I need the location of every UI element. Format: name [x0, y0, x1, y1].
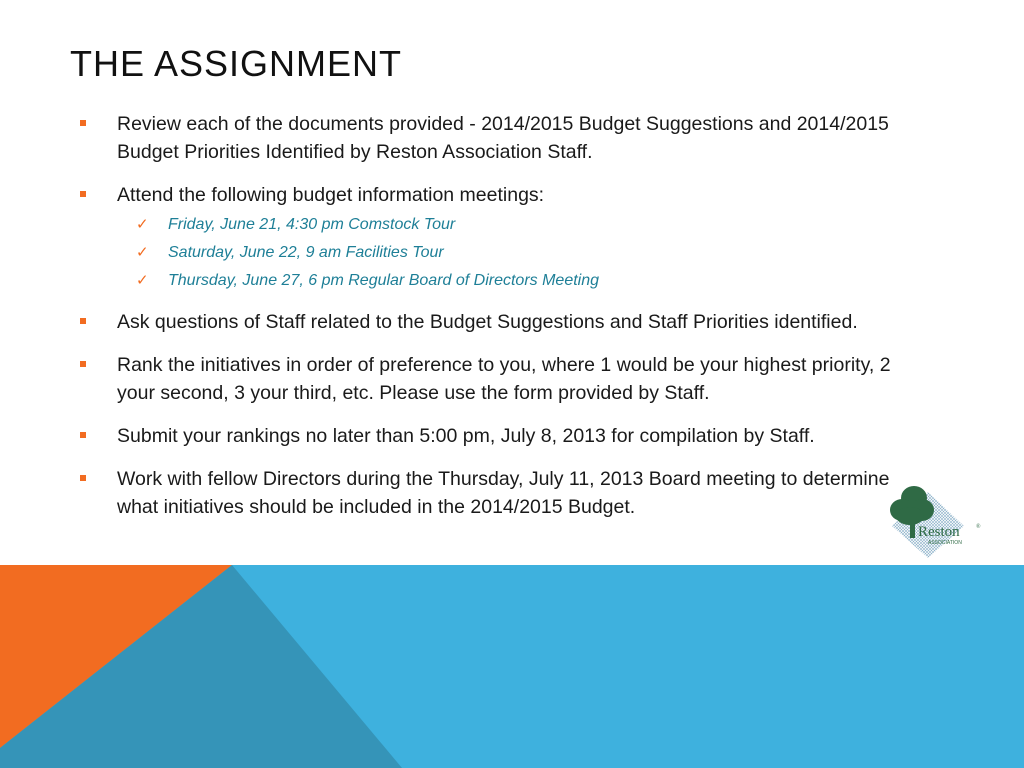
- square-bullet-icon: [80, 318, 86, 324]
- checkmark-icon: ✓: [136, 244, 149, 261]
- meeting-text: Saturday, June 22, 9 am Facilities Tour: [168, 244, 444, 261]
- bullet-item: [80, 308, 910, 336]
- reston-association-logo: [888, 480, 984, 558]
- decorative-footer-band: [0, 565, 1024, 768]
- checkmark-icon: ✓: [136, 272, 149, 289]
- bullet-list: [80, 110, 910, 536]
- meeting-item: [136, 267, 910, 295]
- square-bullet-icon: [80, 361, 86, 367]
- bullet-item: [80, 351, 910, 407]
- meeting-item: [136, 239, 910, 267]
- square-bullet-icon: [80, 191, 86, 197]
- meeting-item: [136, 211, 910, 239]
- bullet-text: Submit your rankings no later than 5:00 pm, July 8, 2013 for compilation by Staff.: [117, 425, 815, 447]
- meeting-text: Thursday, June 27, 6 pm Regular Board of Directors Meeting: [168, 272, 600, 289]
- checkmark-icon: ✓: [136, 216, 149, 233]
- bullet-item: [80, 181, 910, 295]
- bullet-text: Ask questions of Staff related to the Budget Suggestions and Staff Priorities identified.: [117, 311, 858, 333]
- bullet-text: Work with fellow Directors during the Thursday, July 11, 2013 Board meeting to determine what initiatives should be included in the 2014/2015 Budget.: [117, 468, 890, 518]
- logo-wordmark: Reston: [918, 524, 960, 540]
- bullet-text: Attend the following budget information meetings:: [117, 184, 545, 206]
- meeting-text: Friday, June 21, 4:30 pm Comstock Tour: [168, 216, 456, 233]
- logo-tagline: ASSOCIATION: [928, 540, 962, 546]
- bullet-item: [80, 422, 910, 450]
- slide-title: THE ASSIGNMENT: [70, 43, 403, 84]
- bullet-text: Rank the initiatives in order of preference to you, where 1 would be your highest priority, 2 your second, 3 your third, etc. Please use the form provided by Staff.: [117, 354, 891, 404]
- square-bullet-icon: [80, 475, 86, 481]
- square-bullet-icon: [80, 120, 86, 126]
- meeting-list: [117, 211, 910, 295]
- bullet-text: Review each of the documents provided - 2014/2015 Budget Suggestions and 2014/2015 Budget Priorities Identified by Reston Association Staff.: [117, 113, 889, 163]
- registered-mark: ®: [976, 524, 981, 530]
- bullet-item: [80, 465, 910, 521]
- bullet-item: [80, 110, 910, 166]
- tree-icon: [888, 480, 984, 558]
- square-bullet-icon: [80, 432, 86, 438]
